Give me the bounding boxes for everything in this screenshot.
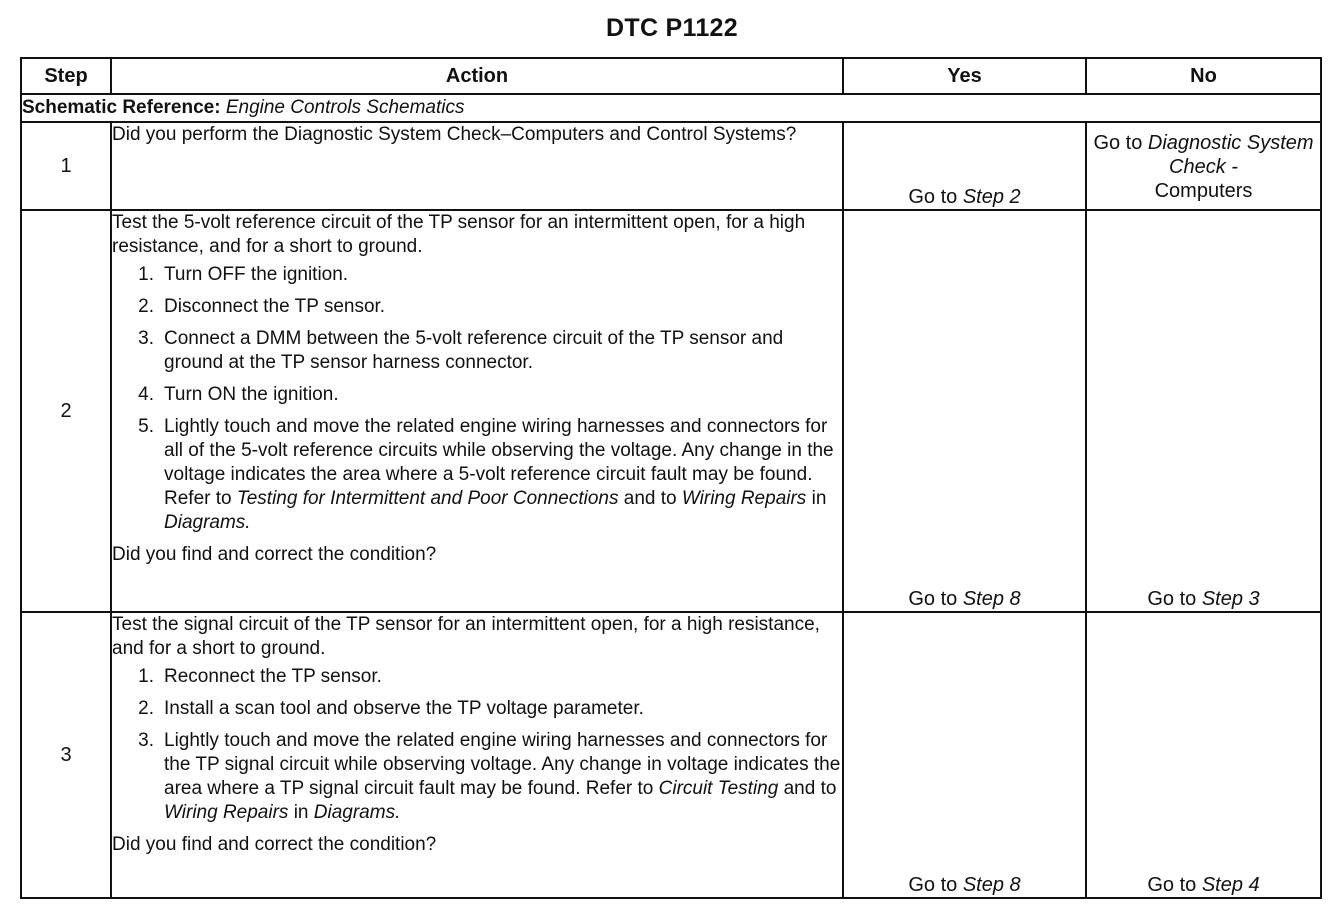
substep-number: 3.	[138, 730, 154, 751]
step-number: 1	[21, 122, 111, 210]
list-item	[112, 415, 842, 535]
no-link[interactable]: Step 3	[1201, 588, 1260, 610]
no-cell	[1086, 210, 1321, 612]
ref-link-wiring[interactable]: Wiring Repairs	[681, 488, 807, 509]
list-item	[112, 729, 842, 825]
reference-link[interactable]: Engine Controls Schematics	[225, 97, 465, 118]
yes-link[interactable]: Step 8	[962, 588, 1021, 610]
table-row	[21, 122, 1321, 210]
header-step: Step	[21, 58, 111, 94]
list-item	[112, 295, 842, 319]
substep-number: 5.	[138, 416, 154, 437]
header-yes: Yes	[843, 58, 1086, 94]
no-prefix: Go to	[1147, 588, 1197, 610]
list-item	[112, 263, 842, 287]
substep-text: Connect a DMM between the 5-volt reference circuit of the TP sensor and ground at the TP sensor harness connector.	[164, 328, 784, 373]
header-no: No	[1086, 58, 1321, 94]
substep-list	[112, 665, 842, 825]
conjunction: and to	[623, 488, 677, 509]
step-action	[111, 612, 843, 898]
no-cell	[1086, 122, 1321, 210]
ref-link-testing[interactable]: Testing for Intermittent and Poor Connections	[236, 488, 619, 509]
ref-link-wiring[interactable]: Wiring Repairs	[164, 802, 289, 823]
list-item	[112, 697, 842, 721]
conjunction: in	[811, 488, 827, 509]
dtc-table	[20, 57, 1322, 899]
yes-prefix: Go to	[908, 588, 958, 610]
step-action: Did you perform the Diagnostic System Check–Computers and Control Systems?	[111, 122, 843, 210]
header-row	[21, 58, 1321, 94]
substep-text	[164, 415, 842, 535]
list-item	[112, 665, 842, 689]
substep-list	[112, 263, 842, 535]
yes-prefix: Go to	[908, 186, 958, 208]
substep-text: Turn OFF the ignition.	[164, 264, 349, 285]
yes-cell	[843, 210, 1086, 612]
substep-number: 2.	[138, 296, 154, 317]
step-question: Did you find and correct the condition?	[112, 544, 437, 565]
schematic-reference	[21, 94, 1321, 122]
substep-number: 1.	[138, 264, 154, 285]
substep-text: Turn ON the ignition.	[164, 384, 339, 405]
substep-text: Disconnect the TP sensor.	[164, 296, 386, 317]
reference-label: Schematic Reference:	[22, 97, 221, 118]
step-number: 3	[21, 612, 111, 898]
yes-link[interactable]: Step 2	[962, 186, 1021, 208]
page-title: DTC P1122	[606, 14, 738, 42]
no-prefix: Go to	[1147, 874, 1197, 896]
substep-number: 3.	[138, 328, 154, 349]
yes-cell	[843, 122, 1086, 210]
step-question: Did you find and correct the condition?	[112, 834, 437, 855]
no-suffix: Computers	[1154, 180, 1253, 202]
substep-body: Lightly touch and move the related engine wiring harnesses and connectors for the TP signal circuit while observing voltage. Any change in voltage indicates the area where a TP signal circuit fault may be found. Refer to	[164, 730, 841, 799]
step-intro: Test the signal circuit of the TP sensor for an intermittent open, for a high resistance, and for a short to ground.	[112, 614, 820, 659]
step-intro: Test the 5-volt reference circuit of the TP sensor for an intermittent open, for a high resistance, and for a short to ground.	[112, 212, 806, 257]
no-cell	[1086, 612, 1321, 898]
ref-link-diagrams[interactable]: Diagrams.	[164, 512, 251, 533]
no-prefix: Go to	[1093, 132, 1143, 154]
substep-text: Reconnect the TP sensor.	[164, 666, 382, 687]
yes-prefix: Go to	[908, 874, 958, 896]
list-item	[112, 327, 842, 375]
table-row	[21, 210, 1321, 612]
ref-link-circuit[interactable]: Circuit Testing	[658, 778, 779, 799]
substep-text: Install a scan tool and observe the TP voltage parameter.	[164, 698, 644, 719]
substep-number: 2.	[138, 698, 154, 719]
step-action	[111, 210, 843, 612]
substep-number: 4.	[138, 384, 154, 405]
yes-cell	[843, 612, 1086, 898]
step-number: 2	[21, 210, 111, 612]
substep-number: 1.	[138, 666, 154, 687]
substep-text	[164, 729, 842, 825]
header-action: Action	[111, 58, 843, 94]
ref-link-diagrams[interactable]: Diagrams.	[313, 802, 401, 823]
reference-row	[21, 94, 1321, 122]
list-item	[112, 383, 842, 407]
no-link[interactable]: Step 4	[1201, 874, 1260, 896]
conjunction: and to	[783, 778, 837, 799]
conjunction: in	[293, 802, 309, 823]
substep-body: Lightly touch and move the related engine wiring harnesses and connectors for all of the 5-volt reference circuits while observing the voltage. Any change in the voltage indicates the area where a 5-volt reference circuit fault may be found. Refer to	[164, 416, 834, 509]
table-row	[21, 612, 1321, 898]
yes-link[interactable]: Step 8	[962, 874, 1021, 896]
no-link[interactable]: Diagnostic System Check -	[1147, 132, 1314, 178]
